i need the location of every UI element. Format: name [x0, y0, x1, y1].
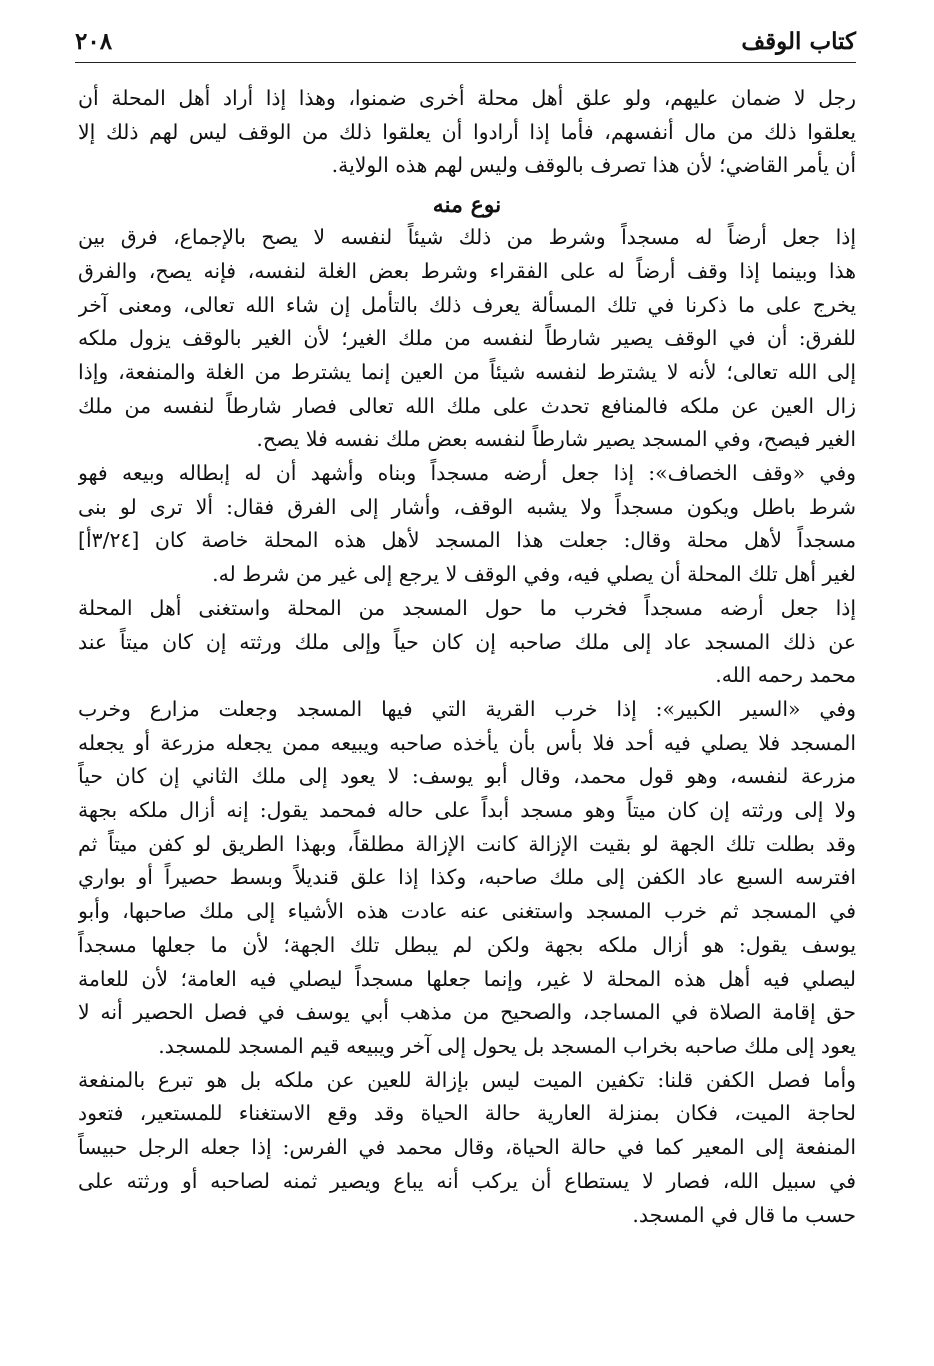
text-line: مزرعة لنفسه، وهو قول محمد، وقال أبو يوسف: لا يعود إلى ملك الثاني إن كان حياً — [78, 764, 856, 789]
text-line: عن ذلك المسجد عاد إلى ملك صاحبه إن كان حياً وإلى ملك ورثته إن كان ميتاً عند — [78, 629, 856, 654]
text-line: يعلقوا ذلك من مال أنفسهم، فأما إذا أرادوا أن يعلقوا ذلك من الوقف ليس لهم ذلك إلا — [78, 119, 856, 144]
text-line: إلى الله تعالى؛ لأنه لا يشترط لنفسه شيئاً من العين إنما يشترط من الغلة والمنفعة، وإذا — [78, 359, 856, 384]
text-line — [78, 524, 856, 558]
text-line: لغير أهل تلك المحلة أن يصلي فيه، وفي الوقف لا يرجع إلى غير من شرط له. — [212, 562, 856, 587]
manuscript-page-marker: [٣/٢٤أ] — [78, 528, 140, 553]
text-line: حسب ما قال في المسجد. — [632, 1202, 856, 1227]
text-line: للفرق: أن في الوقف يصير شارطاً لنفسه من ملك الغير؛ لأن الغير بالوقف يزول ملكه — [78, 326, 856, 351]
text-line: شرط باطل ويكون مسجداً ولا يشبه الوقف، وأشار إلى الفرق فقال: ألا ترى لو بنى — [78, 494, 856, 519]
text-line: حق إقامة الصلاة في المساجد، والصحيح من مذهب أبي يوسف في فصل الحصير أنه لا — [78, 1000, 856, 1025]
text-line: وفي «وقف الخصاف»: إذا جعل أرضه مسجداً وبناه وأشهد أن له إبطاله وبيعه فهو — [78, 461, 856, 486]
body-text — [78, 82, 856, 1232]
text-line: يخرج على ما ذكرنا في تلك المسألة يعرف ذلك بالتأمل إن شاء الله تعالى، ومعنى آخر — [78, 292, 856, 317]
text-line-content: مسجداً لأهل محلة وقال: جعلت هذا المسجد لأهل هذه المحلة خاصة كان — [154, 528, 856, 553]
text-line: إذا جعل أرضاً له مسجداً وشرط من ذلك شيئاً لنفسه لا يصح بالإجماع، فرق بين — [78, 225, 856, 250]
text-line: في المسجد ثم خرب المسجد واستغنى عنه عادت هذه الأشياء إلى ملك صاحبها، وأبو — [78, 899, 856, 924]
page-number: ٢٠٨ — [75, 28, 113, 55]
text-line: افترسه السبع عاد الكفن إلى ملك صاحبه، وكذا إذا علق قنديلاً وبسط حصيراً أو بواري — [78, 865, 856, 890]
text-line: المسجد فلا يصلي فيه أحد فلا بأس بأن يأخذه صاحبه ويبيعه ممن يجعله مزرعة أو يجعله — [78, 730, 856, 755]
text-line: الغير فيصح، وفي المسجد يصير شارطاً لنفسه بعض ملك نفسه فلا يصح. — [256, 427, 856, 452]
text-line: أن يأمر القاضي؛ لأن هذا تصرف بالوقف وليس لهم هذه الولاية. — [331, 153, 856, 178]
text-line: وفي «السير الكبير»: إذا خرب القرية التي فيها المسجد وجعلت مزارع وخرب — [78, 696, 856, 721]
text-line: هذا وبينما إذا وقف أرضاً له على الفقراء وشرط بعض الغلة لنفسه، فإنه يصح، والفرق — [78, 258, 856, 283]
text-line: في سبيل الله، فصار لا يستطاع أن يركب أنه يباع ويصير ثمنه لصاحبه أو ورثته على — [78, 1168, 856, 1193]
text-line: إذا جعل أرضه مسجداً فخرب ما حول المسجد من المحلة واستغنى أهل المحلة — [78, 595, 856, 620]
text-line: وقد بطلت تلك الجهة لو بقيت الإزالة كانت الإزالة مطلقاً، وبهذا الطريق لو كفن ميتاً ثم — [78, 831, 856, 856]
text-line: محمد رحمه الله. — [715, 663, 856, 688]
running-header — [75, 26, 856, 63]
text-line: ليصلي فيه أهل هذه المحلة لا غير، وإنما جعلها مسجداً ليصلي فيه العامة؛ لأن للعامة — [78, 966, 856, 991]
text-line: يعود إلى ملك صاحبه بخراب المسجد بل يحول إلى آخر ويبيعه قيم المسجد للمسجد. — [158, 1033, 856, 1058]
text-line: ولا إلى ورثته إن كان ميتاً وهو مسجد أبداً على حاله فمحمد يقول: إنه أزال ملكه بجهة — [78, 798, 856, 823]
text-line: لحاجة الميت، فكان بمنزلة العارية حالة الحياة وقد وقع الاستغناء للمستعير، فتعود — [78, 1101, 856, 1126]
text-line: رجل لا ضمان عليهم، ولو علق أهل محلة أخرى ضمنوا، وهذا إذا أراد أهل المحلة أن — [78, 86, 856, 110]
text-line: المنفعة إلى المعير كما في حالة الحياة، وقال محمد في الفرس: إذا جعله الرجل حبيساً — [78, 1135, 856, 1160]
section-heading: نوع منه — [432, 192, 502, 219]
text-line: زال العين عن ملكه فالمنافع تحدث على ملك الله تعالى فصار شارطاً لنفسه من ملك — [78, 393, 856, 418]
text-line: وأما فصل الكفن قلنا: تكفين الميت ليس بإزالة للعين عن ملكه بل هو تبرع بالمنفعة — [78, 1067, 856, 1092]
text-line: يوسف يقول: هو أزال ملكه بجهة ولكن لم يبطل تلك الجهة؛ لأن ما جعلها مسجداً — [78, 932, 856, 957]
book-title: كتاب الوقف — [741, 28, 856, 55]
